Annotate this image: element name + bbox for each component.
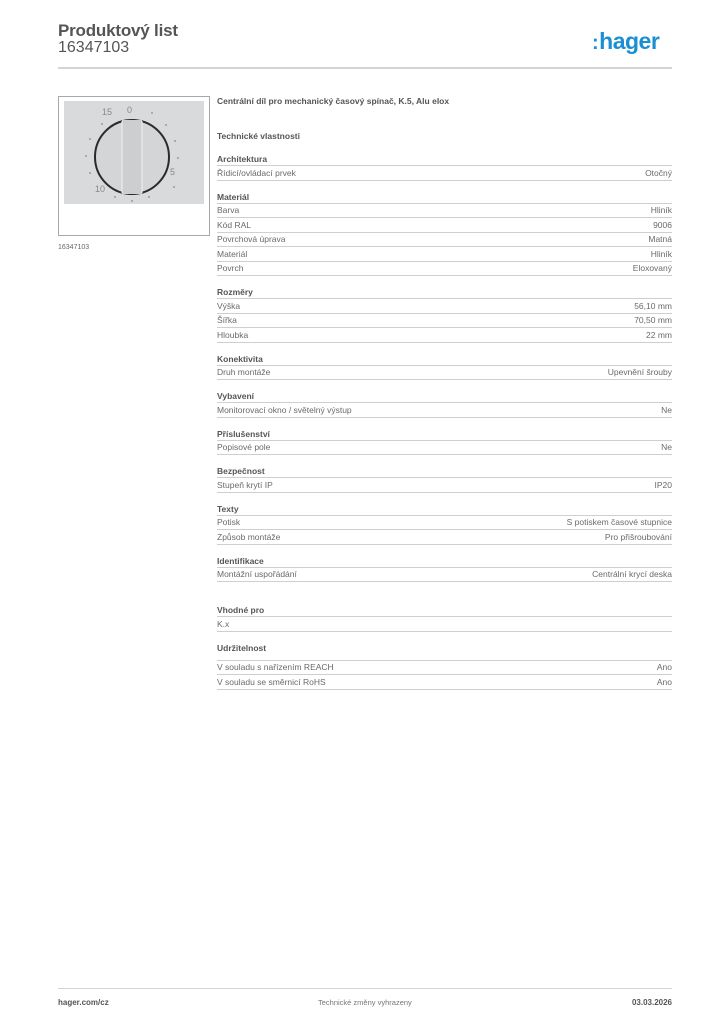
svg-text:0: 0	[127, 105, 133, 115]
product-plate	[64, 101, 204, 204]
svg-text:15: 15	[102, 107, 113, 117]
section-title: Vhodné pro	[217, 604, 672, 617]
table-row: Stupeň krytí IP IP20	[217, 478, 672, 493]
footer-divider	[58, 988, 672, 989]
section-title: Konektivita	[217, 353, 672, 366]
svg-text:5: 5	[170, 167, 176, 177]
table-row: V souladu se směrnicí RoHS Ano	[217, 675, 672, 690]
section-material	[217, 191, 672, 277]
table-row: Popisové pole Ne	[217, 441, 672, 456]
table-row: V souladu s nařízením REACH Ano	[217, 661, 672, 676]
section-title: Materiál	[217, 191, 672, 204]
timer-dial-icon	[64, 101, 204, 204]
section-konektivita	[217, 353, 672, 381]
product-details	[217, 94, 672, 690]
table-row: Montážní uspořádání Centrální krycí deska	[217, 568, 672, 583]
section-title: Vybavení	[217, 390, 672, 403]
footer-date: 03.03.2026	[631, 998, 672, 1007]
section-title: Identifikace	[217, 555, 672, 568]
hager-logo: :hager	[592, 28, 660, 54]
section-texty	[217, 503, 672, 545]
table-row: Barva Hliník	[217, 204, 672, 219]
table-row: Potisk S potiskem časové stupnice	[217, 516, 672, 531]
svg-text:10: 10	[95, 184, 106, 194]
section-title: Rozměry	[217, 286, 672, 299]
section-vybaveni	[217, 390, 672, 418]
table-row: Výška 56,10 mm	[217, 299, 672, 314]
footer-website: hager.com/cz	[58, 998, 109, 1007]
table-row: Způsob montáže Pro přišroubování	[217, 530, 672, 545]
table-row: Povrch Eloxovaný	[217, 262, 672, 277]
product-name: Centrální díl pro mechanický časový spínač, K.5, Alu elox	[217, 96, 450, 106]
image-caption: 16347103	[58, 244, 90, 251]
section-title: Bezpečnost	[217, 465, 672, 478]
table-row: Kód RAL 9006	[217, 218, 672, 233]
page-title: Produktový list	[58, 21, 178, 40]
technical-properties-heading: Technické vlastnosti	[217, 131, 300, 141]
section-title: Architektura	[217, 153, 672, 166]
table-row: Materiál Hliník	[217, 247, 672, 262]
logo-colon-icon: :	[592, 32, 599, 54]
table-row: Druh montáže Upevnění šrouby	[217, 366, 672, 381]
section-architektura	[217, 153, 672, 181]
section-udrzitelnost	[217, 642, 672, 690]
section-vhodne-pro	[217, 604, 672, 632]
section-title: Texty	[217, 503, 672, 516]
section-title: Udržitelnost	[217, 642, 267, 653]
section-rozmery	[217, 286, 672, 343]
table-row: Monitorovací okno / světelný výstup Ne	[217, 403, 672, 418]
section-identifikace	[217, 555, 672, 583]
section-title: Příslušenství	[217, 428, 672, 441]
header-divider	[58, 67, 672, 69]
product-image	[58, 96, 210, 236]
section-bezpecnost	[217, 465, 672, 493]
footer-notice: Technické změny vyhrazeny	[318, 998, 412, 1007]
table-row: Řídicí/ovládací prvek Otočný	[217, 166, 672, 181]
table-row: Šířka 70,50 mm	[217, 314, 672, 329]
table-row: Hloubka 22 mm	[217, 328, 672, 343]
table-row: K.x	[217, 617, 672, 632]
section-prislusenstvi	[217, 428, 672, 456]
product-number: 16347103	[58, 39, 130, 56]
table-row: Povrchová úprava Matná	[217, 233, 672, 248]
